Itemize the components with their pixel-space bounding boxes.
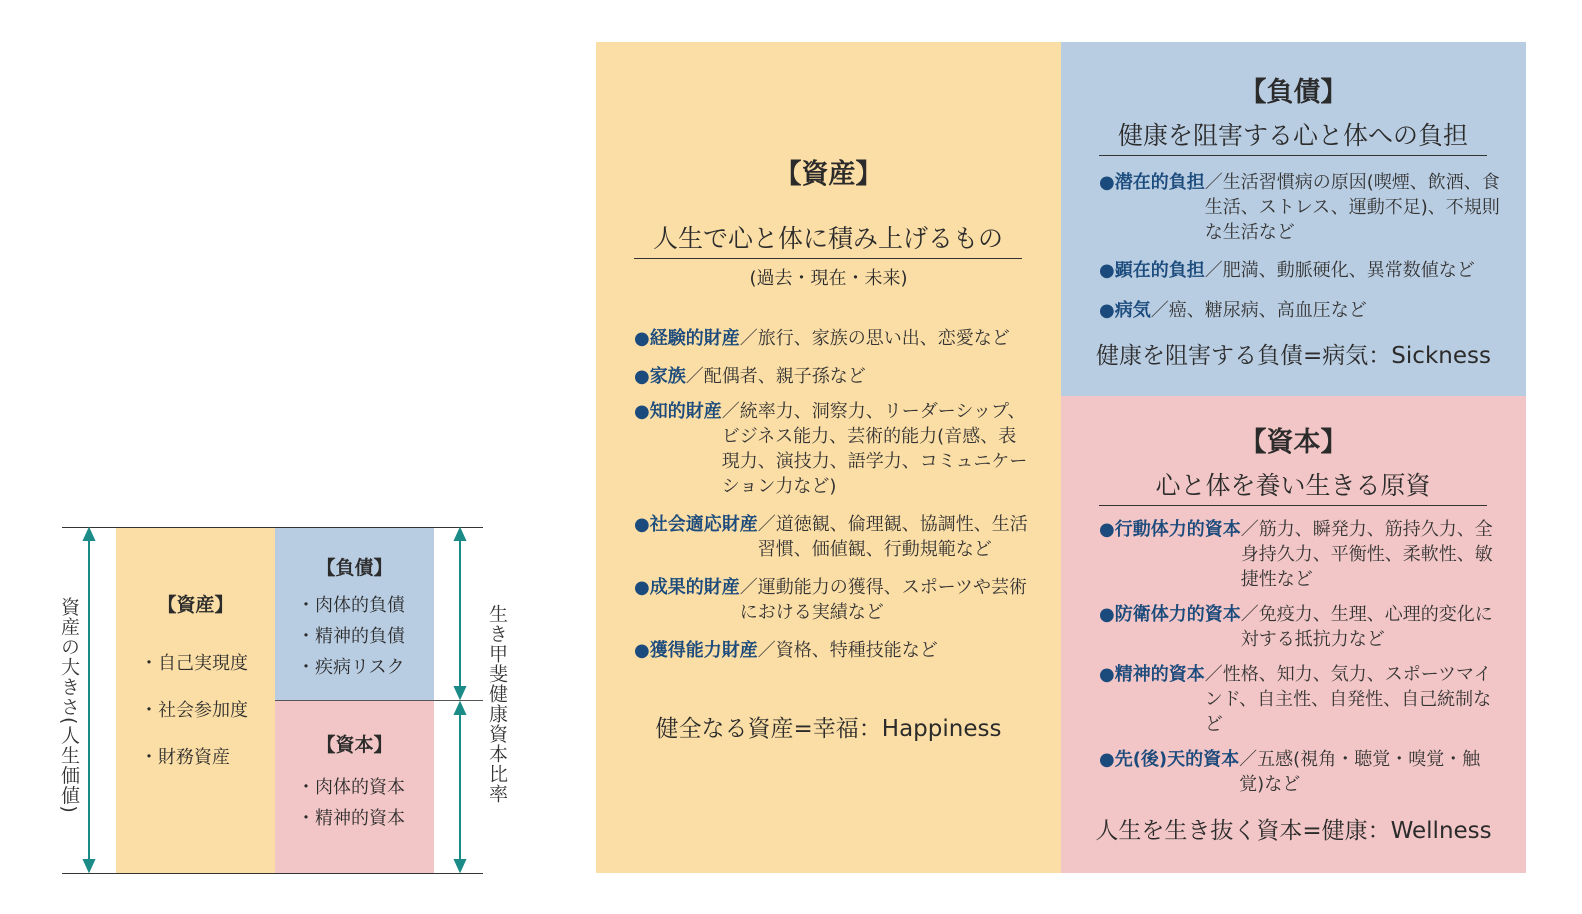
assets-entry-label: ●経験的財産 [634, 328, 740, 349]
assets-entry-desc: ／統率力、洞察力、リーダーシップ、ビジネス能力、芸術的能力(音感、表現力、演技力、語学力、コミュニケーション力など) [721, 401, 1028, 497]
capital-entry-label: ●行動体力的資本 [1099, 519, 1241, 540]
liabilities-entry-label: ●潜在的負担 [1099, 172, 1205, 193]
small-liabilities-item: ・疾病リスク [297, 657, 405, 678]
assets-title: 【資産】 [774, 159, 883, 190]
right-lower-arrowhead-top [455, 703, 465, 714]
assets-entry [634, 399, 1032, 499]
capital-entry-label: ●防衛体力的資本 [1099, 604, 1241, 625]
liabilities-entry [1099, 258, 1501, 283]
capital-entry-desc: ／免疫力、生理、心理的変化に対する抵抗力など [1240, 604, 1493, 650]
liabilities-entry-desc: ／肥満、動脈硬化、異常数値など [1204, 260, 1475, 281]
capital-entry-desc: ／筋力、瞬発力、筋持久力、全身持久力、平衡性、柔軟性、敏捷性など [1240, 519, 1493, 590]
assets-entry [634, 575, 1032, 625]
small-capital-item: ・肉体的資本 [297, 777, 405, 798]
left-arrowhead-top [84, 529, 94, 540]
assets-entry-label: ●獲得能力財産 [634, 640, 758, 661]
small-assets-item: ・社会参加度 [140, 700, 248, 721]
assets-entry-label: ●社会適応財産 [634, 514, 758, 535]
ikigai-capital-ratio-label: 生き甲斐健康資本比率 [486, 604, 508, 804]
capital-summary: 人生を生き抜く資本=健康：Wellness [1095, 818, 1492, 844]
capital-subtitle: 心と体を養い生きる原資 [1099, 466, 1487, 506]
liabilities-entry-desc: ／生活習慣病の原因(喫煙、飲酒、食生活、ストレス、運動不足)、不規則な生活など [1204, 172, 1500, 243]
small-capital-item: ・精神的資本 [297, 808, 405, 829]
assets-entry [634, 326, 1032, 351]
capital-panel [1061, 396, 1526, 873]
liabilities-entry-label: ●病気 [1099, 300, 1151, 321]
capital-entry [1099, 662, 1501, 737]
liabilities-title: 【負債】 [1239, 77, 1348, 108]
assets-entry [634, 512, 1032, 562]
assets-entry-desc: ／配偶者、親子孫など [685, 366, 866, 387]
small-assets-item: ・財務資産 [140, 747, 230, 768]
assets-panel [596, 42, 1061, 873]
liabilities-subtitle: 健康を阻害する心と体への負担 [1099, 116, 1487, 156]
small-liabilities-item: ・肉体的負債 [297, 595, 405, 616]
liabilities-entries [1099, 170, 1501, 323]
small-liabilities-item: ・精神的負債 [297, 626, 405, 647]
right-upper-arrowhead-bottom [455, 687, 465, 698]
capital-entries [1099, 517, 1501, 797]
small-assets-item: ・自己実現度 [140, 653, 248, 674]
assets-entry [634, 638, 1032, 663]
assets-note: (過去・現在・未来) [749, 268, 908, 289]
left-arrowhead-bottom [84, 860, 94, 871]
liabilities-entry-label: ●顕在的負担 [1099, 260, 1205, 281]
assets-entry-desc: ／道徳観、倫理観、協調性、生活習慣、価値観、行動規範など [757, 514, 1028, 560]
assets-entry-desc: ／運動能力の獲得、スポーツや芸術における実績など [739, 577, 1027, 623]
liabilities-entry-desc: ／癌、糖尿病、高血圧など [1150, 300, 1367, 321]
capital-entry [1099, 517, 1501, 592]
assets-summary: 健全なる資産=幸福：Happiness [655, 716, 1002, 742]
liabilities-subtitle-wrap [1099, 116, 1487, 156]
capital-entry [1099, 602, 1501, 652]
capital-subtitle-wrap [1099, 466, 1487, 506]
liabilities-panel [1061, 42, 1526, 396]
assets-subtitle-wrap [634, 219, 1022, 259]
capital-entry-desc: ／性格、知力、気力、スポーツマインド、自主性、自発性、自己統制など [1204, 664, 1492, 735]
assets-entry-desc: ／資格、特種技能など [757, 640, 938, 661]
assets-subtitle: 人生で心と体に積み上げるもの [634, 219, 1022, 259]
small-capital-title: 【資本】 [316, 734, 393, 756]
assets-entry-label: ●知的財産 [634, 401, 722, 422]
right-lower-arrowhead-bottom [455, 860, 465, 871]
small-liabilities-title: 【負債】 [316, 557, 393, 579]
capital-title: 【資本】 [1239, 427, 1348, 458]
liabilities-entry [1099, 170, 1501, 245]
asset-size-label: 資産の大きさ(人生価値) [58, 597, 80, 814]
assets-entry-label: ●家族 [634, 366, 686, 387]
capital-entry-label: ●精神的資本 [1099, 664, 1205, 685]
liabilities-entry [1099, 298, 1501, 323]
liabilities-summary: 健康を阻害する負債=病気：Sickness [1096, 343, 1491, 369]
small-assets-title: 【資産】 [157, 594, 234, 616]
right-upper-arrowhead-top [455, 529, 465, 540]
assets-entries [634, 326, 1032, 663]
assets-entry [634, 364, 1032, 389]
assets-entry-desc: ／旅行、家族の思い出、恋愛など [739, 328, 1010, 349]
capital-entry-label: ●先(後)天的資本 [1099, 749, 1240, 770]
capital-entry [1099, 747, 1501, 797]
capital-entry-desc: ／五感(視角・聴覚・嗅覚・触覚)など [1239, 749, 1481, 795]
assets-entry-label: ●成果的財産 [634, 577, 740, 598]
